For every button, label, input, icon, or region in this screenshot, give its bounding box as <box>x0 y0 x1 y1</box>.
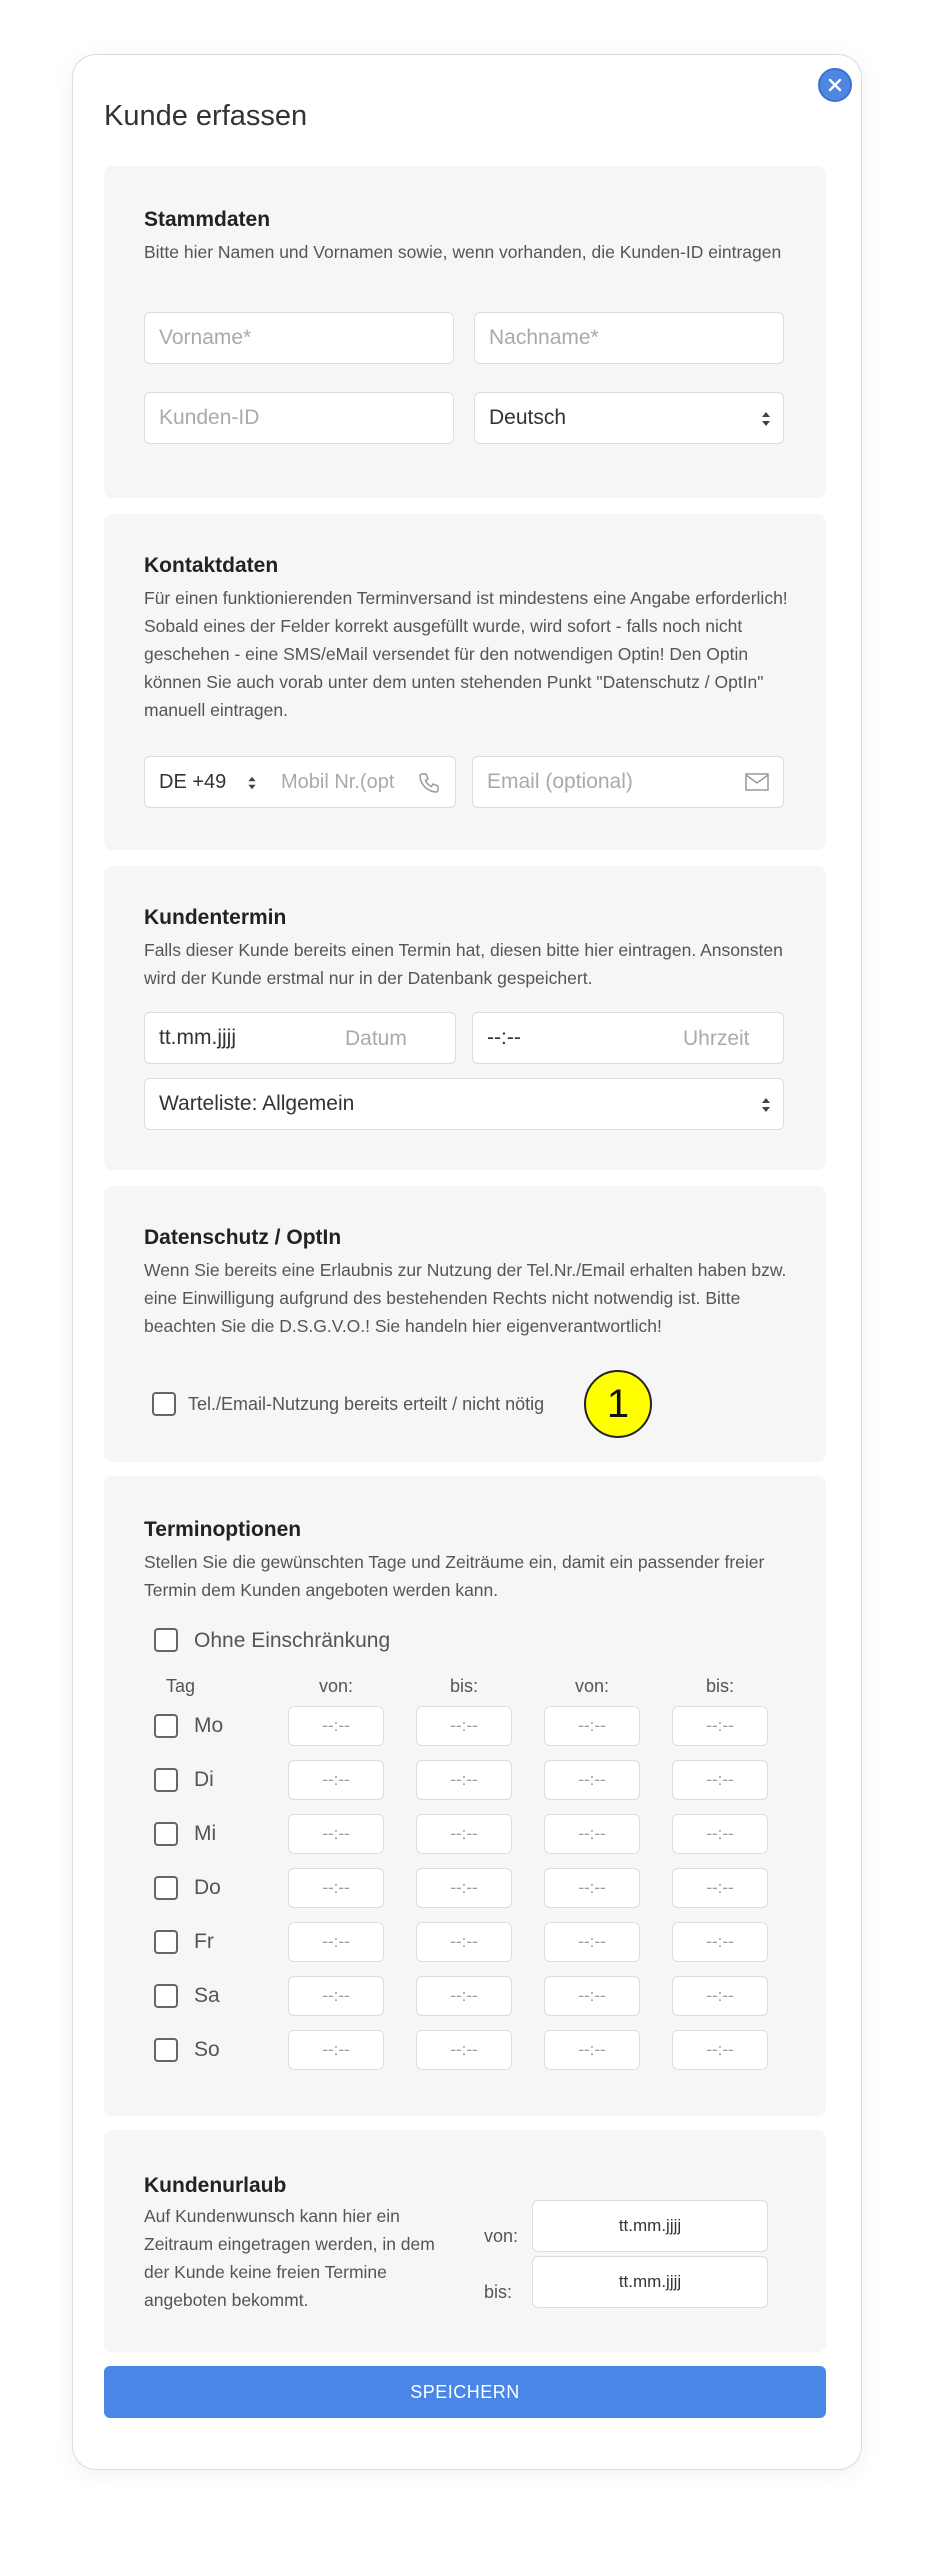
language-select-value: Deutsch <box>489 406 567 429</box>
no-restriction-label: Ohne Einschränkung <box>194 1629 391 1652</box>
date-label: Datum <box>345 1027 407 1050</box>
select-arrows-icon <box>761 409 771 429</box>
day-checkbox[interactable] <box>154 1714 178 1738</box>
day-label: Fr <box>194 1930 214 1953</box>
von-time-input[interactable]: --:-- <box>288 1760 384 1800</box>
column-header-von: von: <box>318 1676 354 1696</box>
bis-time-input[interactable]: --:-- <box>672 1706 768 1746</box>
day-checkbox[interactable] <box>154 1768 178 1792</box>
section-stammdaten <box>104 166 826 498</box>
day-label: Mi <box>194 1822 217 1845</box>
section-description: Bitte hier Namen und Vornamen sowie, wenn vorhanden, die Kunden-ID eintragen <box>144 242 782 262</box>
von-time-input[interactable]: --:-- <box>544 1706 640 1746</box>
warteliste-value: Warteliste: Allgemein <box>159 1092 355 1115</box>
bis-time-input[interactable]: --:-- <box>672 1868 768 1908</box>
email-placeholder: Email (optional) <box>487 770 633 793</box>
section-title: Kundenurlaub <box>144 2174 287 2197</box>
no-restriction-checkbox[interactable] <box>154 1628 178 1652</box>
kunden-id-input[interactable]: Kunden-ID <box>144 392 454 444</box>
bis-time-input[interactable]: --:-- <box>416 1814 512 1854</box>
optin-checkbox[interactable] <box>152 1392 176 1416</box>
nachname-input[interactable]: Nachname* <box>474 312 784 364</box>
section-title: Datenschutz / OptIn <box>144 1226 342 1249</box>
optin-checkbox-label: Tel./Email-Nutzung bereits erteilt / nicht nötig <box>188 1394 545 1414</box>
termin-date-input[interactable] <box>144 1012 456 1064</box>
time-value: --:-- <box>487 1026 521 1049</box>
time-label: Uhrzeit <box>683 1027 750 1050</box>
column-header-bis: bis: <box>705 1676 734 1696</box>
von-time-input[interactable]: --:-- <box>288 1868 384 1908</box>
day-label: Do <box>194 1876 221 1899</box>
modal-title: Kunde erfassen <box>104 100 308 132</box>
von-time-input[interactable]: --:-- <box>544 1760 640 1800</box>
day-label: So <box>194 2038 220 2061</box>
column-header-von: von: <box>574 1676 610 1696</box>
save-button[interactable]: SPEICHERN <box>104 2366 826 2418</box>
bis-time-input[interactable]: --:-- <box>672 1814 768 1854</box>
section-title: Stammdaten <box>144 208 271 231</box>
phone-icon <box>417 771 441 795</box>
date-value: tt.mm.jjjj <box>159 1026 236 1049</box>
day-checkbox[interactable] <box>154 2038 178 2062</box>
urlaub-bis-label: bis: <box>484 2282 513 2302</box>
section-title: Terminoptionen <box>144 1518 302 1541</box>
urlaub-von-label: von: <box>484 2226 519 2246</box>
bis-time-input[interactable]: --:-- <box>416 1706 512 1746</box>
annotation-badge: 1 <box>584 1370 652 1438</box>
bis-time-input[interactable]: --:-- <box>672 1760 768 1800</box>
section-description: Wenn Sie bereits eine Erlaubnis zur Nutzung der Tel.Nr./Email erhalten haben bzw. eine Einwilligung aufgrund des bestehenden Rechts nicht notwendig ist. Bitte beachten Sie die D.S.G.V.O.! Sie handeln hier eigenverantwortlich! <box>144 1260 787 1336</box>
section-kundenurlaub <box>104 2130 826 2352</box>
von-time-input[interactable]: --:-- <box>544 1814 640 1854</box>
bis-time-input[interactable]: --:-- <box>416 2030 512 2070</box>
von-time-input[interactable]: --:-- <box>544 1868 640 1908</box>
email-input[interactable] <box>472 756 784 808</box>
section-kontaktdaten <box>104 514 826 850</box>
column-header-tag: Tag <box>166 1676 196 1696</box>
section-description: Auf Kundenwunsch kann hier ein Zeitraum eingetragen werden, in dem der Kunde keine freien Termine angeboten bekommt. <box>144 2206 435 2310</box>
bis-time-input[interactable]: --:-- <box>416 1976 512 2016</box>
von-time-input[interactable]: --:-- <box>544 2030 640 2070</box>
von-time-input[interactable]: --:-- <box>544 1976 640 2016</box>
section-description: Falls dieser Kunde bereits einen Termin hat, diesen bitte hier eintragen. Ansonsten wird der Kunde erstmal nur in der Datenbank gespeichert. <box>144 940 783 988</box>
von-time-input[interactable]: --:-- <box>288 2030 384 2070</box>
bis-time-input[interactable]: --:-- <box>416 1868 512 1908</box>
section-description: Stellen Sie die gewünschten Tage und Zeiträume ein, damit ein passender freier Termin dem Kunden angeboten werden kann. <box>144 1552 765 1600</box>
von-time-input[interactable]: --:-- <box>544 1922 640 1962</box>
day-checkbox[interactable] <box>154 1930 178 1954</box>
country-code-select[interactable]: DE +49 <box>159 771 227 793</box>
bis-time-input[interactable]: --:-- <box>416 1922 512 1962</box>
phone-field-group <box>144 756 456 808</box>
select-arrows-icon <box>247 774 257 792</box>
column-header-bis: bis: <box>449 1676 478 1696</box>
von-time-input[interactable]: --:-- <box>288 1814 384 1854</box>
termin-time-input[interactable] <box>472 1012 784 1064</box>
day-label: Di <box>194 1768 214 1791</box>
day-checkbox[interactable] <box>154 1876 178 1900</box>
bis-time-input[interactable]: --:-- <box>672 1922 768 1962</box>
section-title: Kontaktdaten <box>144 554 279 577</box>
vorname-input[interactable]: Vorname* <box>144 312 454 364</box>
mail-icon <box>745 773 769 791</box>
day-checkbox[interactable] <box>154 1984 178 2008</box>
von-time-input[interactable]: --:-- <box>288 1976 384 2016</box>
mobile-input[interactable]: Mobil Nr.(opt <box>281 771 395 793</box>
bis-time-input[interactable]: --:-- <box>672 2030 768 2070</box>
day-checkbox[interactable] <box>154 1822 178 1846</box>
language-select[interactable] <box>474 392 784 444</box>
warteliste-select[interactable] <box>144 1078 784 1130</box>
von-time-input[interactable]: --:-- <box>288 1706 384 1746</box>
close-icon <box>827 77 843 93</box>
select-arrows-icon <box>761 1095 771 1115</box>
von-time-input[interactable]: --:-- <box>288 1922 384 1962</box>
urlaub-von-input[interactable]: tt.mm.jjjj <box>532 2200 768 2252</box>
section-description: Für einen funktionierenden Terminversand ist mindestens eine Angabe erforderlich! Sobald eines der Felder korrekt ausgefüllt wurde, wird sofort - falls noch nicht geschehen - eine SMS/eMail versendet für den notwendigen Optin! Den Optin können Sie auch vorab unter dem unten stehenden Punkt "Datenschutz / OptIn" manuell eintragen. <box>144 588 788 720</box>
section-kundentermin <box>104 866 826 1170</box>
close-button[interactable] <box>818 68 852 102</box>
urlaub-bis-input[interactable]: tt.mm.jjjj <box>532 2256 768 2308</box>
day-label: Sa <box>194 1984 220 2007</box>
section-terminoptionen <box>104 1476 826 2116</box>
section-title: Kundentermin <box>144 906 287 929</box>
day-label: Mo <box>194 1714 224 1737</box>
section-datenschutz <box>104 1186 826 1462</box>
bis-time-input[interactable]: --:-- <box>672 1976 768 2016</box>
bis-time-input[interactable]: --:-- <box>416 1760 512 1800</box>
